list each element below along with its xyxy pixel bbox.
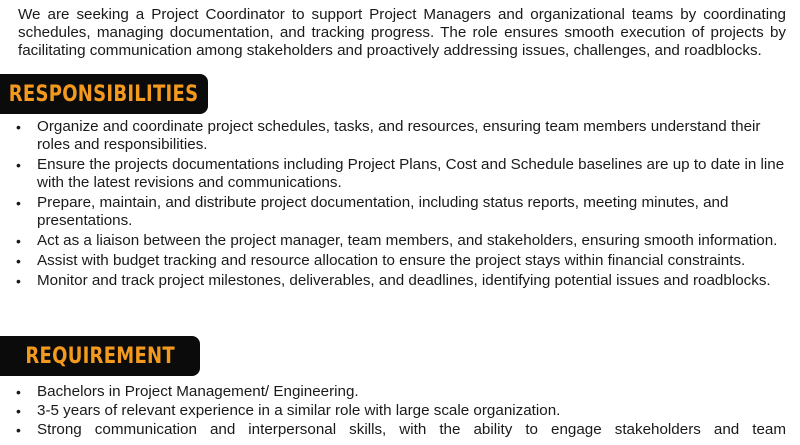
list-item: [14, 252, 786, 270]
requirement-heading: REQUIREMENT: [25, 343, 175, 369]
bullet-icon: •: [16, 422, 21, 438]
job-intro-paragraph: We are seeking a Project Coordinator to support Project Managers and organizational teams by coordinating schedules, managing documentation, and tracking progress. The role ensures smooth execution of projects by facilitating communication among stakeholders and proactively addressing issues, challenges, and roadblocks.: [18, 6, 786, 59]
bullet-icon: •: [16, 403, 21, 419]
list-item-text: Monitor and track project milestones, deliverables, and deadlines, identifying potential issues and roadblocks.: [37, 272, 771, 289]
list-item-text: Ensure the projects documentations including Project Plans, Cost and Schedule baselines are up to date in line with the latest revisions and communications.: [37, 156, 785, 191]
requirement-list: [14, 383, 786, 440]
list-item-text: Prepare, maintain, and distribute project documentation, including status reports, meeting minutes, and presentations.: [37, 194, 729, 229]
bullet-icon: •: [16, 233, 21, 249]
list-item: [14, 272, 786, 290]
list-item: [14, 194, 786, 230]
bullet-icon: •: [16, 157, 21, 173]
bullet-icon: •: [16, 384, 21, 400]
responsibilities-heading-tag: [0, 74, 208, 114]
list-item: [14, 118, 786, 154]
list-item-text: Bachelors in Project Management/ Engineering.: [37, 383, 359, 400]
bullet-icon: •: [16, 273, 21, 289]
requirement-heading-tag: [0, 336, 200, 376]
responsibilities-heading: RESPONSIBILITIES: [9, 81, 199, 107]
list-item-text: Organize and coordinate project schedules, tasks, and resources, ensuring team members understand their roles and responsibilities.: [37, 118, 761, 153]
list-item-text: 3-5 years of relevant experience in a similar role with large scale organization.: [37, 402, 561, 419]
list-item: [14, 383, 786, 401]
list-item: [14, 402, 786, 420]
responsibilities-list: [14, 118, 786, 292]
bullet-icon: •: [16, 253, 21, 269]
list-item: [14, 232, 786, 250]
bullet-icon: •: [16, 119, 21, 135]
list-item-text: Act as a liaison between the project manager, team members, and stakeholders, ensuring smooth information.: [37, 232, 778, 249]
list-item: [14, 156, 786, 192]
list-item-text: Assist with budget tracking and resource allocation to ensure the project stays within financial constraints.: [37, 252, 746, 269]
bullet-icon: •: [16, 195, 21, 211]
list-item-text: Strong communication and interpersonal skills, with the ability to engage stakeholders and team: [37, 421, 786, 438]
list-item: [14, 421, 786, 439]
